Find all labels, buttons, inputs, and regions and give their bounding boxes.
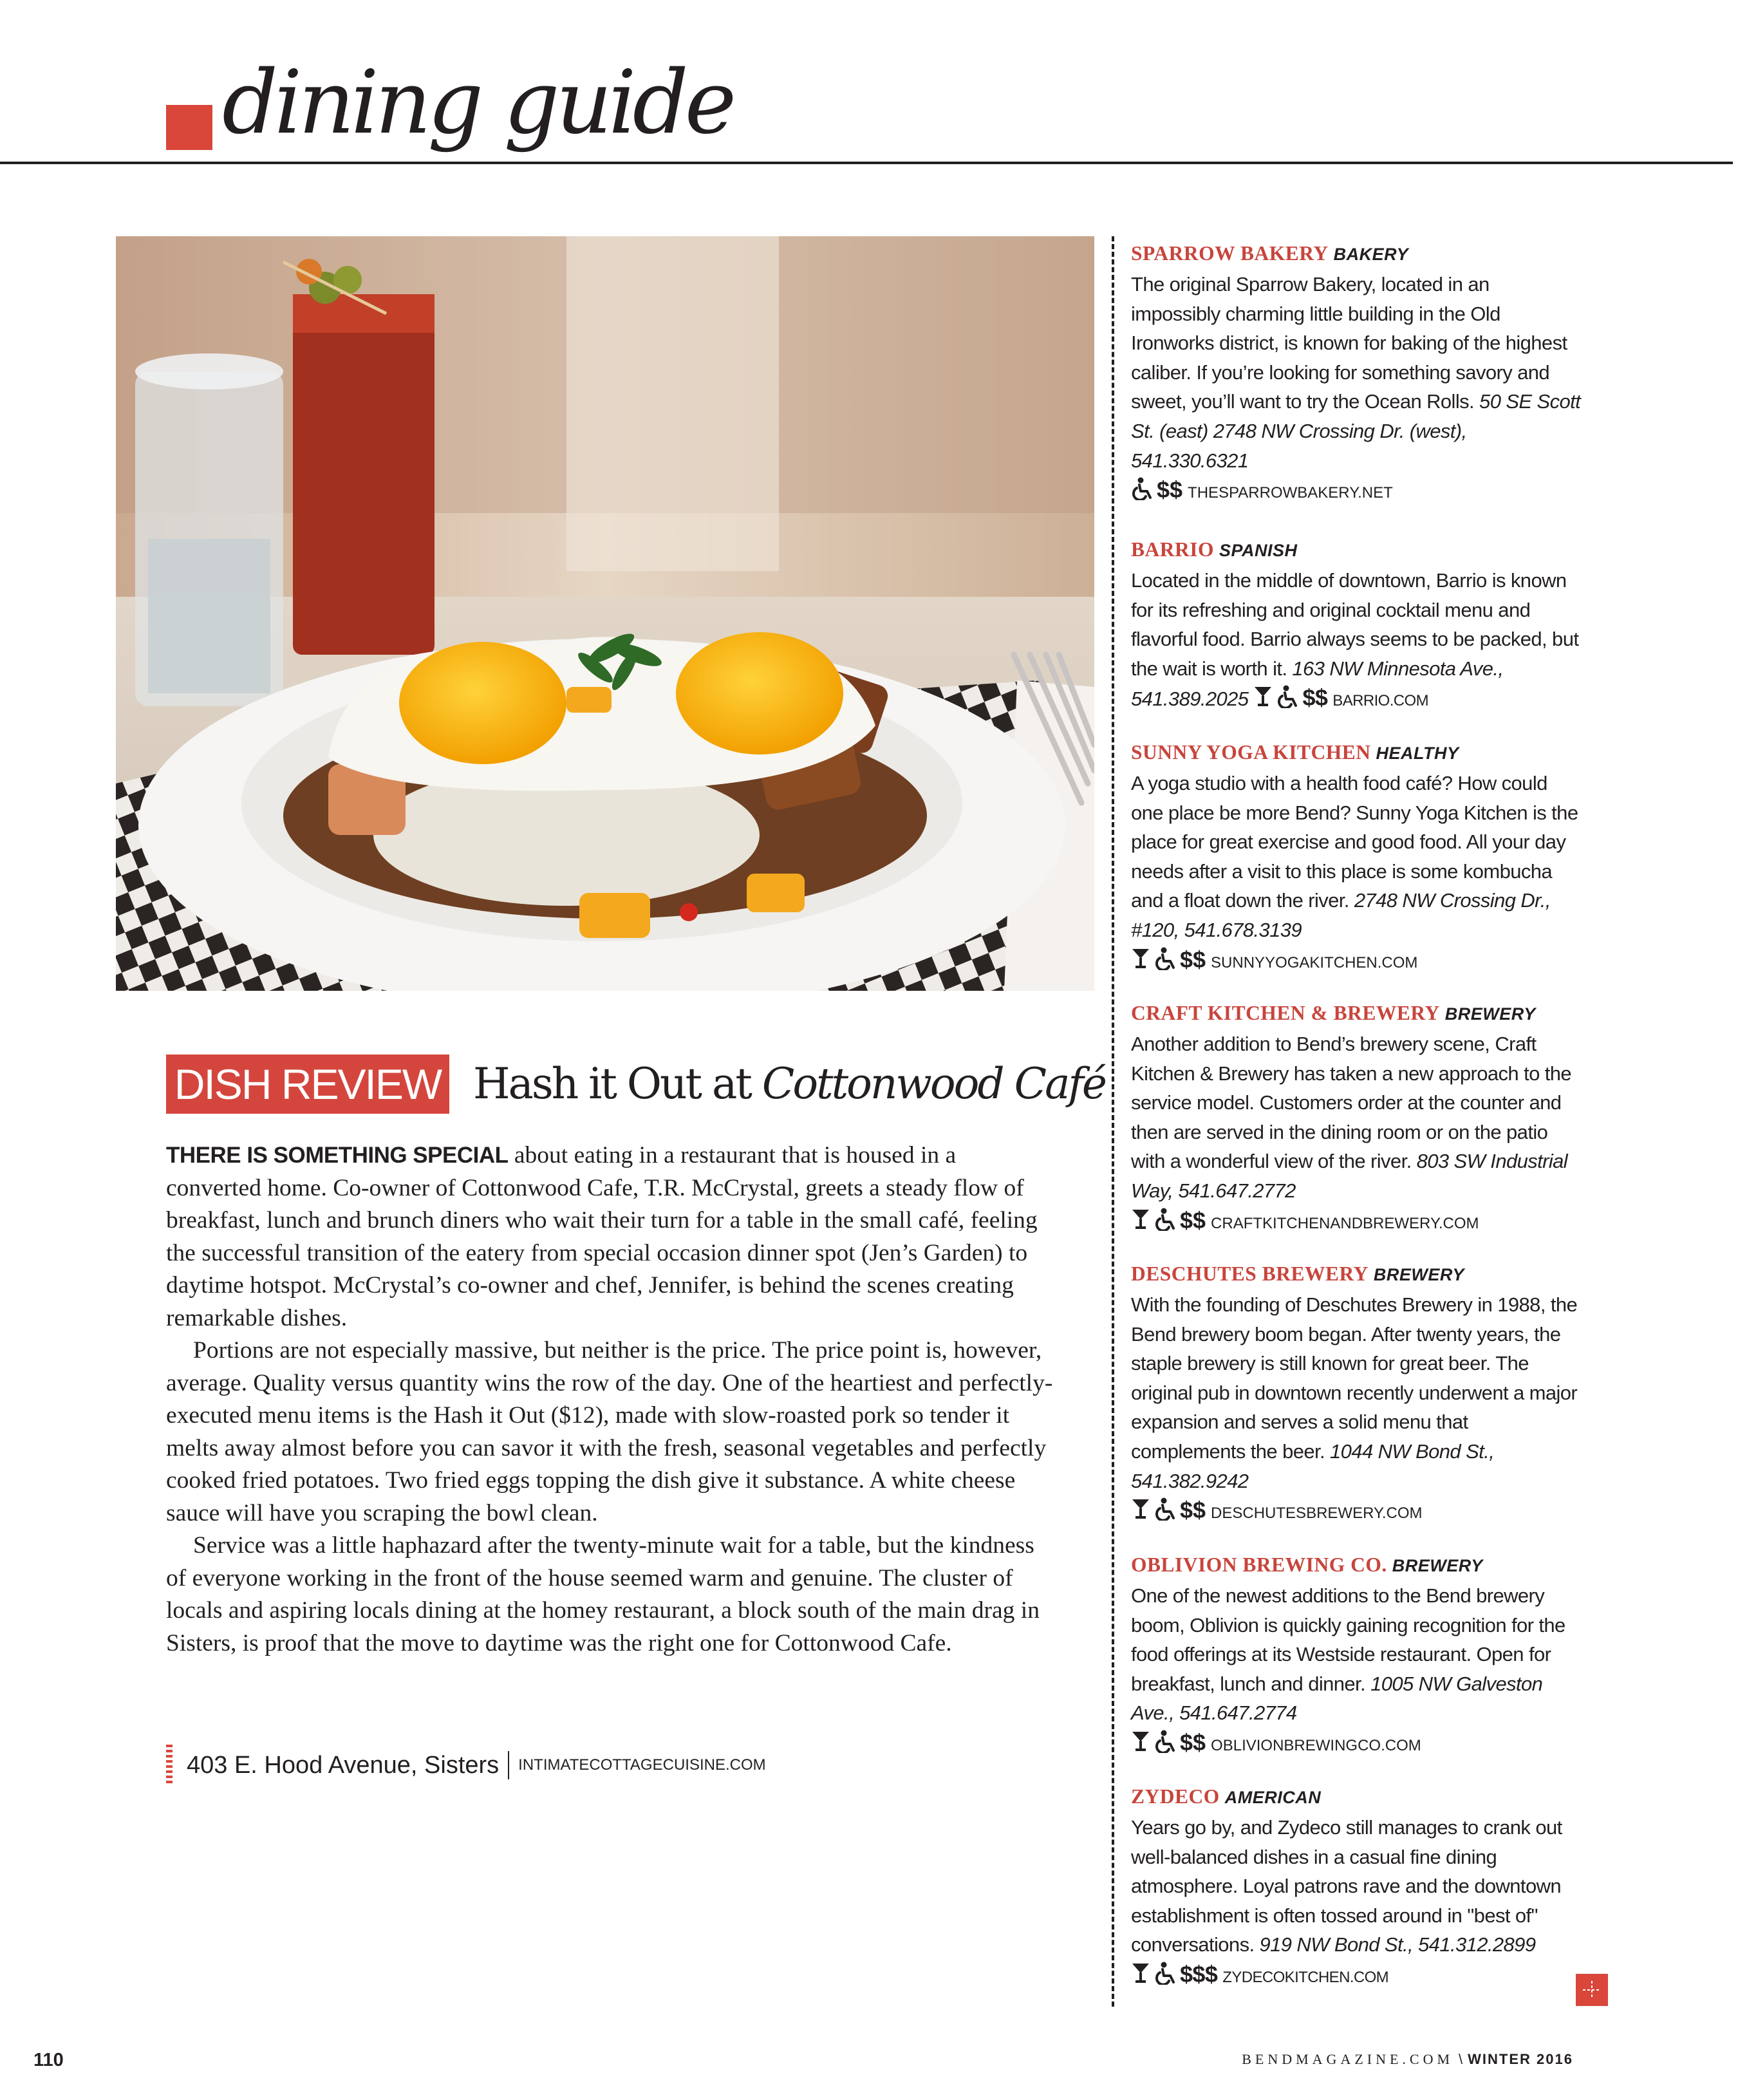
listing-address: 1044 NW Bond St., 541.382.9242 — [1131, 1439, 1495, 1492]
review-address: 403 E. Hood Avenue, Sisters — [187, 1751, 500, 1779]
listing-zydeco — [1131, 1781, 1582, 1992]
review-headline-restaurant: Cottonwood Café — [762, 1059, 1105, 1109]
listing-address: 2748 NW Crossing Dr., #120, 541.678.3139 — [1131, 889, 1551, 941]
review-address-line — [166, 1745, 766, 1786]
listing-meta — [1131, 945, 1582, 979]
listing-description-text: One of the newest additions to the Bend brewery boom, Oblivion is quickly gaining recognition for the food offerings at its Westside restaurant. Open for breakfast, lunch and dinner. — [1131, 1584, 1565, 1695]
listing-description-text: Located in the middle of downtown, Barrio is known for its refreshing and original cocktail menu and flavorful food. Barrio always seems to be packed, but the wait is worth it. — [1131, 569, 1579, 680]
listing-price: $$ — [1180, 1206, 1206, 1233]
listing-meta — [1131, 1960, 1389, 1987]
listing-name: DESCHUTES BREWERY — [1131, 1262, 1369, 1285]
listing-meta — [1131, 1495, 1582, 1530]
wheelchair-accessible-icon — [1276, 685, 1298, 708]
listing-title — [1131, 534, 1582, 566]
listing-website-link[interactable]: SUNNYYOGAKITCHEN.COM — [1211, 953, 1418, 971]
listing-description — [1131, 1813, 1582, 1992]
listing-category: SPANISH — [1219, 541, 1298, 560]
listing-category: BAKERY — [1333, 245, 1409, 264]
review-lead-in: THERE IS SOMETHING SPECIAL — [166, 1143, 509, 1168]
cocktail-glass-icon — [1131, 1497, 1150, 1521]
review-website-link[interactable]: INTIMATECOTTAGECUISINE.COM — [518, 1756, 766, 1774]
listing-name: CRAFT KITCHEN & BREWERY — [1131, 1002, 1440, 1024]
listing-description — [1131, 769, 1582, 945]
listing-category: AMERICAN — [1224, 1788, 1322, 1807]
listing-title — [1131, 998, 1582, 1029]
listing-description-text: Another addition to Bend’s brewery scene, Craft Kitchen & Brewery has taken a new approach to the service model. Customers order at the counter and then are served in the dining room or on the patio with a wonderful view of the river. — [1131, 1033, 1572, 1173]
listing-description — [1131, 566, 1582, 715]
address-divider — [508, 1751, 509, 1779]
listing-description — [1131, 1290, 1582, 1495]
listing-name: BARRIO — [1131, 538, 1215, 561]
listing-address: 919 NW Bond St., 541.312.2899 — [1254, 1933, 1536, 1956]
listing-description-text: Years go by, and Zydeco still manages to crank out well-balanced dishes in a casual fine dining atmosphere. Loyal patrons rave and the downtown establishment is often tossed around in "best of" conversations. — [1131, 1816, 1562, 1956]
listing-description-text: A yoga studio with a health food café? How could one place be more Bend? Sunny Yoga Kitchen is the place for great exercise and good food. All your day needs after a visit to this place is some kombucha and a float down the river. — [1131, 772, 1578, 912]
cocktail-glass-icon — [1131, 1208, 1150, 1231]
review-headline-plain: Hash it Out at — [473, 1059, 751, 1109]
listing-meta — [1131, 1728, 1582, 1762]
dish-photo — [116, 236, 1094, 991]
review-body — [166, 1139, 1054, 1660]
footer-separator: \ — [1459, 2051, 1463, 2067]
listing-address: 50 SE Scott St. (east) 2748 NW Crossing Dr. (west), 541.330.6321 — [1131, 390, 1581, 472]
listing-category: HEALTHY — [1376, 744, 1459, 763]
section-title: dining guide — [222, 52, 733, 154]
listing-price: $$ — [1157, 476, 1183, 503]
listing-sunny-yoga-kitchen — [1131, 737, 1582, 979]
wheelchair-accessible-icon — [1154, 1730, 1176, 1753]
listing-meta — [1131, 1206, 1582, 1240]
listing-address: 803 SW Industrial Way, 541.647.2772 — [1131, 1150, 1568, 1202]
cocktail-glass-icon — [1131, 1730, 1150, 1753]
listing-website-link[interactable]: ZYDECOKITCHEN.COM — [1222, 1968, 1389, 1986]
review-paragraph-1-text: about eating in a restaurant that is housed in a converted home. Co-owner of Cottonwood Cafe, T.R. McCrystal, greets a steady flow of breakfast, lunch and brunch diners who wait their turn for a table in the small café, feeling the successful transition of the eatery from special occasion dinner spot (Jen’s Garden) to daytime hotspot. McCrystal’s co-owner and chef, Jennifer, is behind the scenes creating remarkable dishes. — [166, 1142, 1038, 1331]
review-paragraph-1 — [166, 1139, 1054, 1335]
listing-category: BREWERY — [1392, 1556, 1483, 1575]
listing-website-link[interactable]: OBLIVIONBREWINGCO.COM — [1211, 1736, 1421, 1754]
wheelchair-accessible-icon — [1154, 947, 1176, 970]
listing-website-link[interactable]: THESPARROWBAKERY.NET — [1188, 484, 1393, 502]
listing-name: SUNNY YOGA KITCHEN — [1131, 741, 1371, 764]
page-number: 110 — [33, 2050, 64, 2070]
listing-barrio — [1131, 534, 1582, 715]
review-paragraph-2: Portions are not especially massive, but neither is the price. The price point is, however, average. Quality versus quantity wins the row of the day. One of the heartiest and perfectly-executed menu items is the Hash it Out ($12), made with slow-roasted pork so tender it melts away almost before you can savor it with the fresh, seasonal vegetables and perfectly cooked fried potatoes. Two fried eggs topping the dish give it substance. A white cheese sauce will have you scraping the bowl clean. — [166, 1337, 1053, 1526]
listing-website-link[interactable]: DESCHUTESBREWERY.COM — [1211, 1505, 1423, 1523]
listing-meta — [1131, 475, 1582, 509]
wheelchair-accessible-icon — [1154, 1497, 1176, 1521]
listing-name: OBLIVION BREWING CO. — [1131, 1553, 1387, 1576]
listing-name: SPARROW BAKERY — [1131, 242, 1329, 265]
listing-craft-kitchen-brewery — [1131, 998, 1582, 1240]
listing-name: ZYDECO — [1131, 1785, 1220, 1808]
cocktail-glass-icon — [1131, 1962, 1150, 1985]
listing-description — [1131, 1029, 1582, 1206]
wheelchair-accessible-icon — [1131, 477, 1153, 500]
listing-category: BREWERY — [1444, 1004, 1536, 1024]
listing-title — [1131, 1259, 1582, 1290]
header-rule — [0, 162, 1733, 164]
footer-credit — [1242, 2051, 1573, 2068]
listing-description-text: With the founding of Deschutes Brewery in 1988, the Bend brewery boom began. After twenty years, the staple brewery is still known for great beer. The original pub in downtown recently underwent a major expansion and serves a solid menu that complements the beer. — [1131, 1293, 1578, 1463]
section-end-mark-icon — [1576, 1974, 1608, 2006]
listing-title — [1131, 238, 1582, 270]
listing-price: $$ — [1302, 684, 1328, 711]
dish-review-tag: DISH REVIEW — [166, 1055, 449, 1114]
review-headline — [473, 1053, 1105, 1115]
listing-sparrow-bakery — [1131, 238, 1582, 509]
listing-price: $$ — [1180, 1729, 1206, 1756]
listing-price: $$ — [1180, 1497, 1206, 1524]
listing-title — [1131, 737, 1582, 769]
section-marker-square — [166, 105, 212, 150]
wheelchair-accessible-icon — [1154, 1208, 1176, 1231]
listing-category: BREWERY — [1373, 1265, 1464, 1284]
listing-title — [1131, 1781, 1582, 1813]
listing-website-link[interactable]: BARRIO.COM — [1332, 692, 1428, 710]
listing-title — [1131, 1550, 1582, 1581]
address-marker — [166, 1745, 173, 1786]
listing-deschutes-brewery — [1131, 1259, 1582, 1530]
listing-price: $$ — [1180, 946, 1206, 973]
cocktail-glass-icon — [1253, 685, 1273, 708]
listing-website-link[interactable]: CRAFTKITCHENANDBREWERY.COM — [1211, 1214, 1479, 1232]
cocktail-glass-icon — [1131, 947, 1150, 970]
listing-description — [1131, 1581, 1582, 1728]
review-paragraph-3: Service was a little haphazard after the twenty-minute wait for a table, but the kindness of everyone working in the front of the house seemed warm and genuine. The cluster of locals and aspiring locals dining at the homey restaurant, a block south of the main drag in Sisters, is proof that the move to daytime was the right one for Cottonwood Cafe. — [166, 1532, 1040, 1656]
listing-price: $$$ — [1180, 1960, 1218, 1987]
listing-address: 1005 NW Galveston Ave., 541.647.2774 — [1131, 1672, 1543, 1725]
listing-meta — [1253, 684, 1428, 711]
footer-site[interactable]: BENDMAGAZINE.COM — [1242, 2051, 1454, 2067]
column-divider — [1112, 236, 1114, 2007]
listing-address: 163 NW Minnesota Ave., 541.389.2025 — [1131, 657, 1504, 711]
footer-issue: WINTER 2016 — [1468, 2051, 1573, 2067]
hash-plate-illustration — [116, 236, 1094, 991]
wheelchair-accessible-icon — [1154, 1962, 1176, 1985]
listing-description-text: The original Sparrow Bakery, located in an impossibly charming little building in the Old Ironworks district, is known for baking of the highest caliber. If you’re looking for something savory and sweet, you’ll want to try the Ocean Rolls. — [1131, 273, 1567, 413]
listing-oblivion-brewing — [1131, 1550, 1582, 1762]
listing-description — [1131, 270, 1582, 475]
